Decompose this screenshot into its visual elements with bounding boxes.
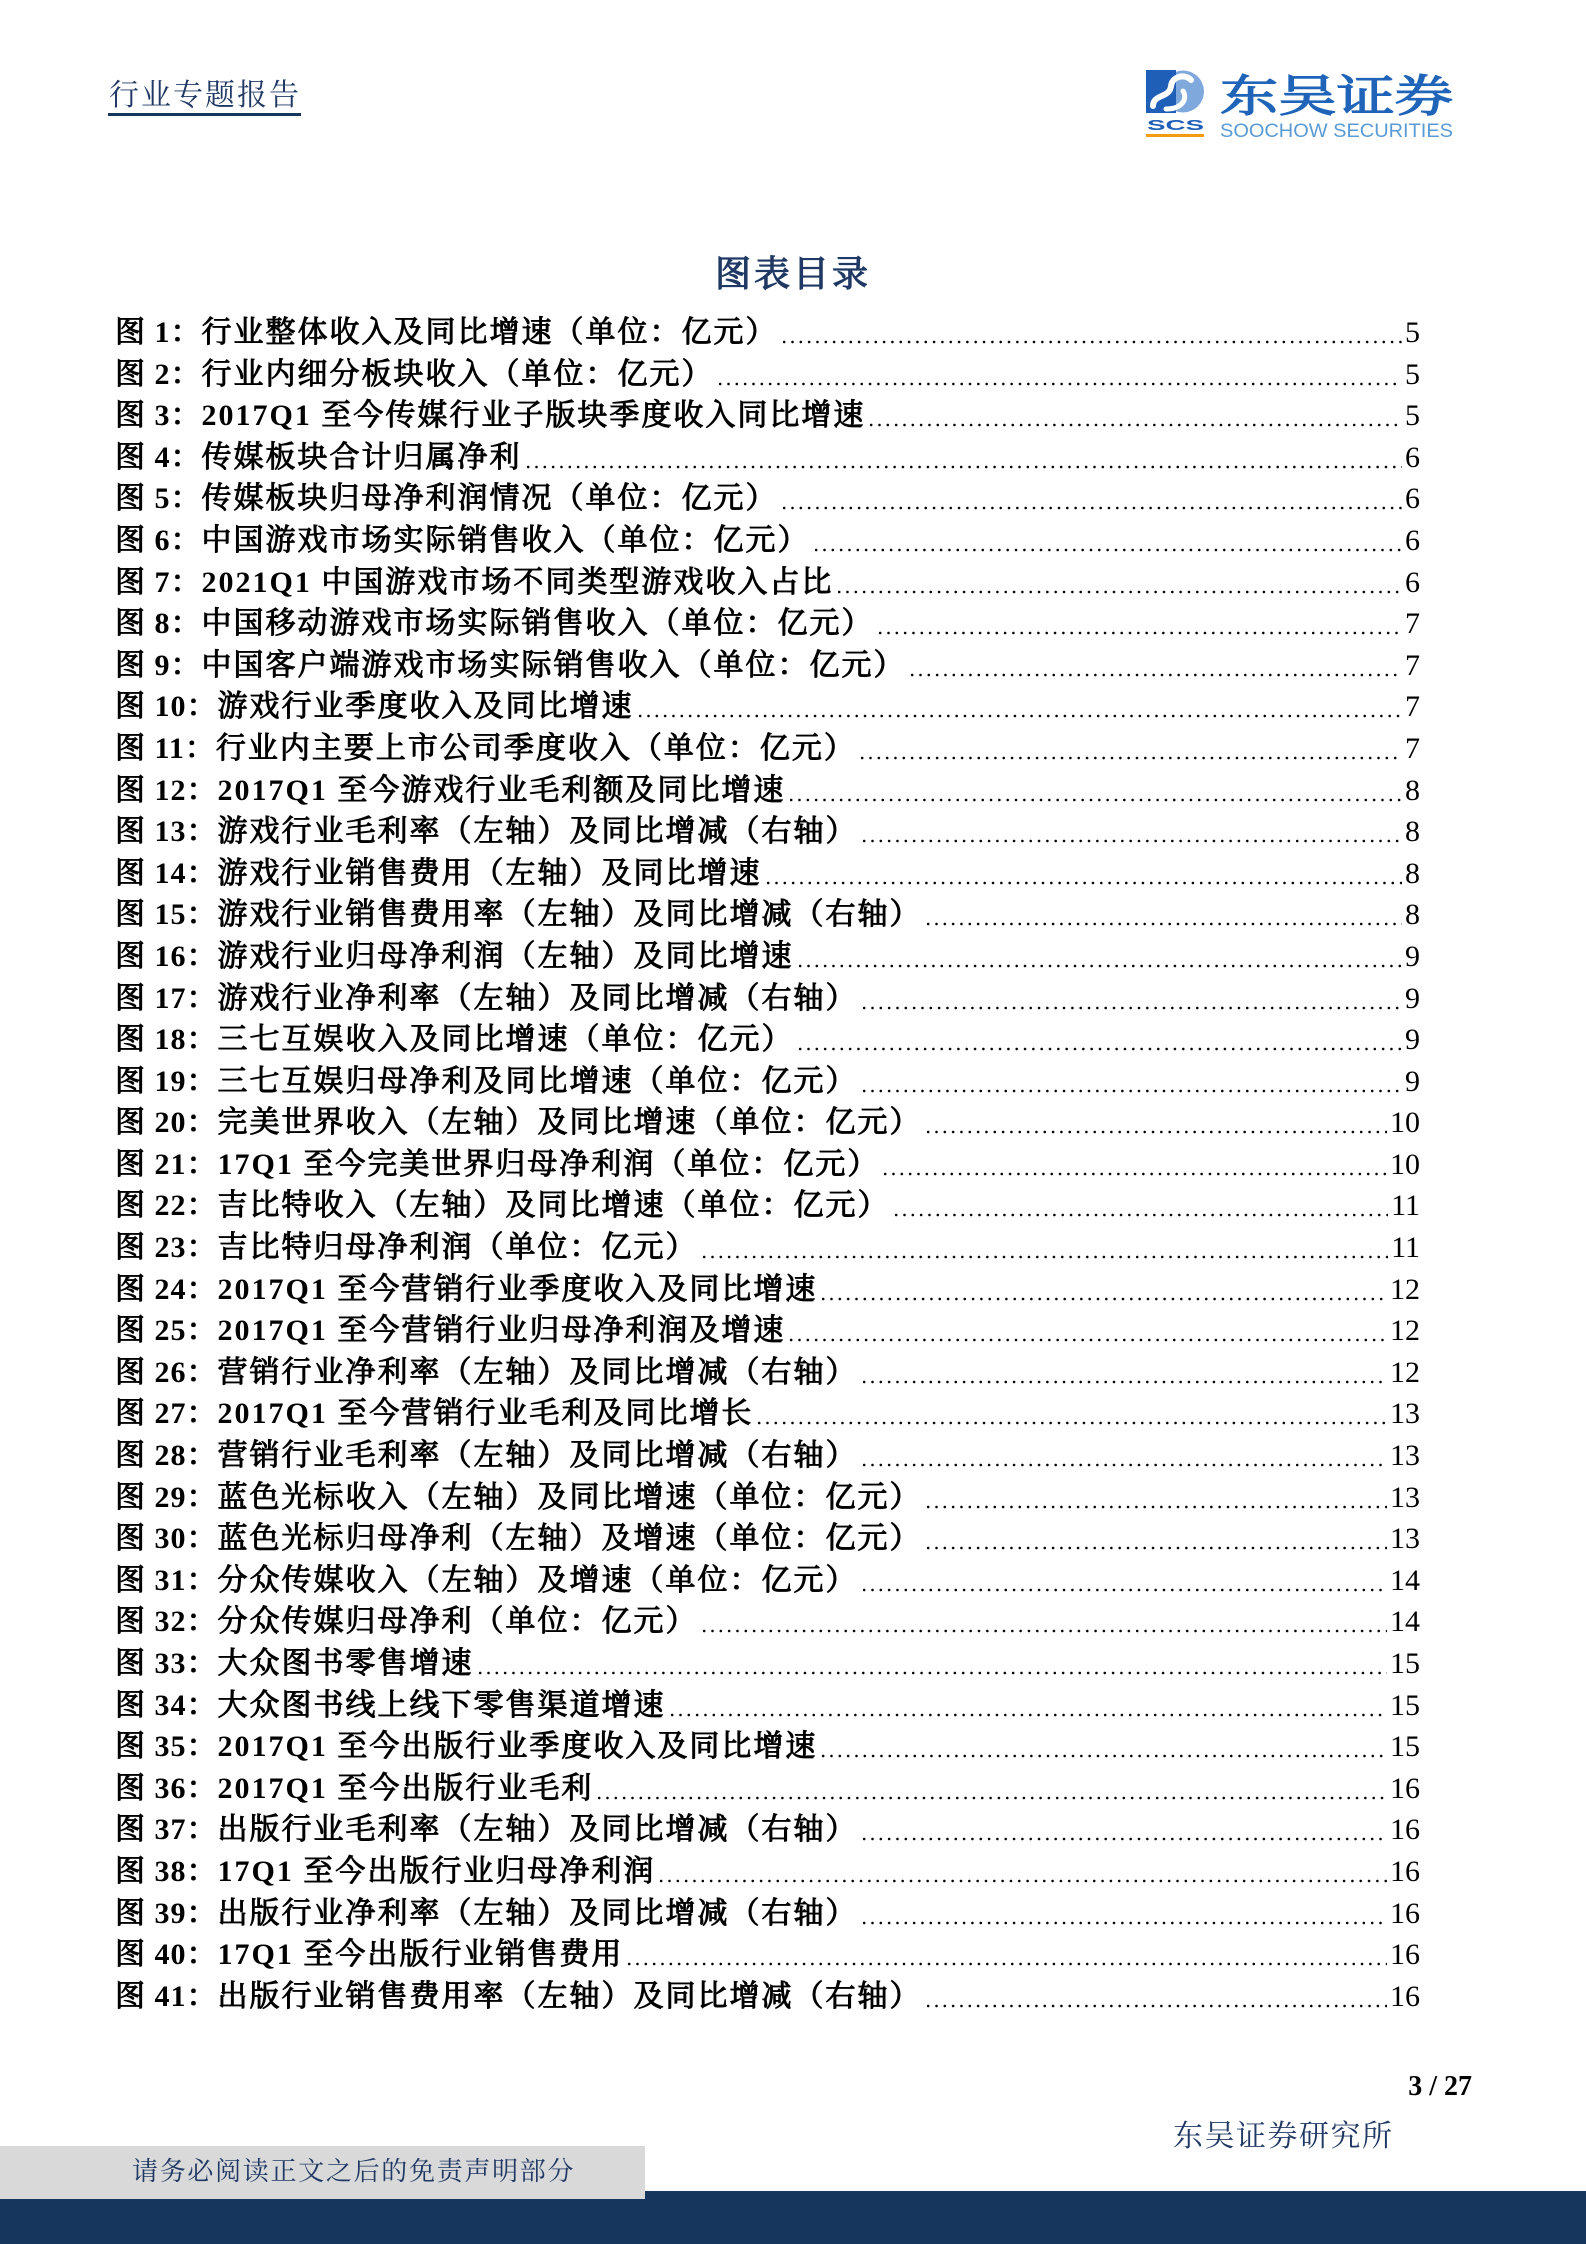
soochow-securities-logo — [1146, 68, 1466, 143]
toc-item-title: 吉比特归母净利润（单位：亿元） — [217, 1231, 698, 1265]
toc-item-title: 行业整体收入及同比增速（单位：亿元） — [201, 316, 778, 349]
dot-leader — [860, 1893, 1388, 1935]
dot-leader — [476, 1643, 1388, 1685]
toc-item-page: 16 — [1390, 1979, 1420, 2013]
toc-item-page: 8 — [1405, 856, 1420, 890]
toc-item-label: 图 16： — [115, 939, 218, 973]
toc-item[interactable] — [115, 1726, 1420, 1768]
toc-item-label: 图 39： — [115, 1896, 218, 1930]
toc-item-page: 15 — [1390, 1688, 1420, 1722]
toc-item-label: 图 38： — [115, 1854, 218, 1888]
toc-item-title: 分众传媒归母净利（单位：亿元） — [217, 1605, 698, 1639]
toc-title: 图表目录 — [714, 253, 871, 295]
dot-leader — [892, 1185, 1389, 1227]
toc-item-label: 图 34： — [115, 1688, 218, 1722]
toc-item-label: 图 14： — [115, 856, 218, 890]
toc-item[interactable] — [115, 1685, 1420, 1727]
toc-item[interactable] — [115, 1269, 1420, 1311]
toc-item-label: 图 36： — [115, 1771, 218, 1805]
toc-item-label: 图 18： — [115, 1023, 218, 1057]
dot-leader — [876, 603, 1403, 645]
toc-item-page: 12 — [1390, 1355, 1420, 1389]
toc-item[interactable] — [115, 478, 1420, 520]
toc-item-title: 完美世界收入（左轴）及同比增速（单位：亿元） — [217, 1106, 922, 1140]
dot-leader — [787, 770, 1402, 812]
toc-item[interactable] — [115, 1934, 1420, 1976]
toc-item-title: 大众图书线上线下零售渠道增速 — [217, 1688, 666, 1722]
disclaimer-banner — [0, 2146, 645, 2199]
toc-item-page: 12 — [1390, 1272, 1420, 1306]
dot-leader — [787, 1310, 1387, 1352]
dot-leader — [764, 853, 1403, 895]
toc-item-title: 2017Q1 至今游戏行业毛利额及同比增速 — [217, 773, 786, 807]
toc-item-label: 图 10： — [115, 690, 218, 724]
toc-item-page: 6 — [1405, 482, 1420, 516]
toc-item-title: 分众传媒收入（左轴）及增速（单位：亿元） — [217, 1563, 858, 1597]
toc-item-label: 图 25： — [115, 1314, 218, 1348]
toc-item-title: 中国游戏市场实际销售收入（单位：亿元） — [201, 523, 810, 557]
dot-leader — [625, 1934, 1387, 1976]
toc-item-label: 图 15： — [115, 898, 218, 932]
toc-item[interactable] — [115, 1227, 1420, 1269]
toc-item-title: 出版行业净利率（左轴）及同比增减（右轴） — [217, 1896, 858, 1930]
institute-name: 东吴证券研究所 — [1173, 2119, 1394, 2154]
toc-item-title: 游戏行业季度收入及同比增速 — [217, 690, 634, 724]
dot-leader — [924, 1477, 1388, 1519]
toc-item-page: 6 — [1405, 440, 1420, 474]
dot-leader — [924, 894, 1403, 936]
dot-leader — [860, 811, 1403, 853]
toc-item-label: 图 30： — [115, 1522, 218, 1556]
toc-item-label: 图 35： — [115, 1730, 218, 1764]
toc-item[interactable] — [115, 686, 1420, 728]
toc-item-page: 13 — [1390, 1439, 1420, 1473]
toc-item-page: 7 — [1405, 607, 1420, 641]
toc-item-title: 蓝色光标收入（左轴）及同比增速（单位：亿元） — [217, 1480, 922, 1514]
header-underline — [108, 113, 301, 116]
logo-name-en: SOOCHOW SECURITIES — [1220, 121, 1453, 142]
toc-item-label: 图 23： — [115, 1231, 218, 1265]
dot-leader — [700, 1601, 1388, 1643]
dot-leader — [860, 1352, 1388, 1394]
toc-item-label: 图 11： — [115, 731, 216, 765]
toc-item-page: 8 — [1405, 773, 1420, 807]
toc-item-title: 2017Q1 至今传媒行业子版块季度收入同比增速 — [201, 399, 866, 433]
toc-item-title: 行业内细分板块收入（单位：亿元） — [201, 357, 714, 391]
toc-item[interactable] — [115, 645, 1420, 687]
toc-item[interactable] — [115, 894, 1420, 936]
toc-item-label: 图 21： — [115, 1147, 218, 1181]
toc-item[interactable] — [115, 1435, 1420, 1477]
toc-item-label: 图 28： — [115, 1439, 218, 1473]
toc-item[interactable] — [115, 936, 1420, 978]
toc-item-title: 游戏行业归母净利润（左轴）及同比增速 — [217, 939, 794, 973]
toc-item-page: 5 — [1405, 399, 1420, 433]
dot-leader — [812, 520, 1403, 562]
toc-item-page: 9 — [1405, 981, 1420, 1015]
toc-item-title: 17Q1 至今完美世界归母净利润（单位：亿元） — [217, 1147, 880, 1181]
toc-item-page: 8 — [1405, 898, 1420, 932]
toc-item-title: 2017Q1 至今营销行业归母净利润及增速 — [217, 1314, 786, 1348]
toc-item-label: 图 33： — [115, 1647, 218, 1680]
toc-item[interactable] — [115, 562, 1420, 604]
toc-item[interactable] — [115, 1809, 1420, 1851]
toc-item-label: 图 17： — [115, 981, 218, 1015]
toc-item-title: 2017Q1 至今出版行业季度收入及同比增速 — [217, 1730, 818, 1764]
toc-item-label: 图 27： — [115, 1397, 218, 1431]
toc-item-page: 15 — [1390, 1647, 1420, 1680]
toc-item[interactable] — [115, 1144, 1420, 1186]
toc-item-page: 6 — [1405, 523, 1420, 557]
toc-item[interactable] — [115, 1102, 1420, 1144]
toc-item-title: 营销行业净利率（左轴）及同比增减（右轴） — [217, 1355, 858, 1389]
toc-item-label: 图 40： — [115, 1938, 218, 1972]
toc-item-page: 16 — [1390, 1854, 1420, 1888]
toc-item-title: 三七互娱归母净利及同比增速（单位：亿元） — [217, 1064, 858, 1098]
toc-item-title: 游戏行业销售费用（左轴）及同比增速 — [217, 856, 762, 890]
toc-item-label: 图 12： — [115, 773, 218, 807]
toc-item-label: 图 13： — [115, 815, 218, 849]
toc-item-page: 15 — [1390, 1730, 1420, 1764]
toc-item-label: 图 5： — [115, 482, 202, 516]
toc-item-page: 14 — [1390, 1563, 1420, 1597]
toc-item-title: 营销行业毛利率（左轴）及同比增减（右轴） — [217, 1439, 858, 1473]
toc-item-title: 17Q1 至今出版行业归母净利润 — [217, 1854, 656, 1888]
toc-item-page: 12 — [1390, 1314, 1420, 1348]
dot-leader — [860, 978, 1403, 1020]
dot-leader — [924, 1102, 1388, 1144]
toc-item-label: 图 37： — [115, 1813, 218, 1847]
toc-item-label: 图 3： — [115, 399, 202, 433]
dot-leader — [860, 1560, 1388, 1602]
report-type-label: 行业专题报告 — [109, 78, 301, 113]
toc-item[interactable] — [115, 1560, 1420, 1602]
figure-toc-list — [115, 312, 1420, 2017]
disclaimer-text: 请务必阅读正文之后的免责声明部分 — [132, 2157, 576, 2187]
toc-item-label: 图 32： — [115, 1605, 218, 1639]
toc-item[interactable] — [115, 312, 1420, 354]
toc-item[interactable] — [115, 1851, 1420, 1893]
dot-leader — [524, 437, 1403, 479]
toc-item[interactable] — [115, 1019, 1420, 1061]
logo-orange-bar — [1146, 134, 1204, 137]
toc-item-page: 7 — [1405, 731, 1420, 765]
dot-leader — [668, 1685, 1388, 1727]
toc-item[interactable] — [115, 1310, 1420, 1352]
dot-leader — [796, 1019, 1403, 1061]
toc-item[interactable] — [115, 1393, 1420, 1435]
toc-item-title: 中国移动游戏市场实际销售收入（单位：亿元） — [201, 607, 874, 641]
toc-item-title: 游戏行业净利率（左轴）及同比增减（右轴） — [217, 981, 858, 1015]
toc-item-label: 图 31： — [115, 1563, 218, 1597]
toc-item-title: 游戏行业销售费用率（左轴）及同比增减（右轴） — [217, 898, 922, 932]
soochow-logo-icon — [1146, 70, 1204, 113]
dot-leader — [860, 1435, 1388, 1477]
toc-item[interactable] — [115, 1477, 1420, 1519]
toc-item-label: 图 41： — [115, 1979, 218, 2013]
toc-item-label: 图 26： — [115, 1355, 218, 1389]
toc-item-page: 16 — [1390, 1771, 1420, 1805]
toc-item[interactable] — [115, 1893, 1420, 1935]
toc-item-page: 6 — [1405, 565, 1420, 599]
logo-mark-text: SCS — [1147, 117, 1204, 134]
dot-leader — [819, 1726, 1387, 1768]
logo-name-cn: 东吴证券 — [1220, 71, 1453, 122]
toc-item-label: 图 6： — [115, 523, 202, 557]
toc-item-page: 7 — [1405, 648, 1420, 682]
toc-item[interactable] — [115, 770, 1420, 812]
toc-item[interactable] — [115, 1518, 1420, 1560]
toc-item-label: 图 4： — [115, 440, 202, 474]
toc-item-title: 三七互娱收入及同比增速（单位：亿元） — [217, 1023, 794, 1057]
toc-item[interactable] — [115, 1061, 1420, 1103]
toc-item[interactable] — [115, 603, 1420, 645]
dot-leader — [755, 1393, 1387, 1435]
dot-leader — [867, 395, 1402, 437]
toc-item-page: 16 — [1390, 1813, 1420, 1847]
toc-item-title: 17Q1 至今出版行业销售费用 — [217, 1938, 624, 1972]
toc-item-label: 图 9： — [115, 648, 202, 682]
dot-leader — [924, 1518, 1388, 1560]
toc-item-label: 图 8： — [115, 607, 202, 641]
toc-item-page: 10 — [1390, 1106, 1420, 1140]
toc-item[interactable] — [115, 354, 1420, 396]
dot-leader — [819, 1269, 1387, 1311]
dot-leader — [858, 728, 1402, 770]
toc-item-page: 10 — [1390, 1147, 1420, 1181]
toc-item[interactable] — [115, 1601, 1420, 1643]
toc-item[interactable] — [115, 437, 1420, 479]
toc-item-title: 传媒板块归母净利润情况（单位：亿元） — [201, 482, 778, 516]
dot-leader — [657, 1851, 1387, 1893]
dot-leader — [716, 354, 1403, 396]
toc-item-title: 行业内主要上市公司季度收入（单位：亿元） — [215, 731, 856, 765]
toc-item[interactable] — [115, 1976, 1420, 2018]
toc-item-page: 9 — [1405, 939, 1420, 973]
toc-item-title: 传媒板块合计归属净利 — [201, 440, 522, 474]
dot-leader — [700, 1227, 1389, 1269]
toc-item-title: 2017Q1 至今营销行业季度收入及同比增速 — [217, 1272, 818, 1306]
page-indicator: 3 / 27 — [1408, 2071, 1472, 2102]
dot-leader — [636, 686, 1403, 728]
toc-item-page: 13 — [1390, 1397, 1420, 1431]
toc-item-label: 图 19： — [115, 1064, 218, 1098]
toc-item-label: 图 2： — [115, 357, 202, 391]
toc-item-title: 2017Q1 至今营销行业毛利及同比增长 — [217, 1397, 754, 1431]
toc-item[interactable] — [115, 811, 1420, 853]
dot-leader — [595, 1768, 1387, 1810]
toc-item-title: 大众图书零售增速 — [217, 1647, 474, 1680]
toc-item-label: 图 24： — [115, 1272, 218, 1306]
dot-leader — [881, 1144, 1387, 1186]
toc-item-title: 出版行业销售费用率（左轴）及同比增减（右轴） — [217, 1979, 922, 2013]
toc-item-page: 13 — [1390, 1480, 1420, 1514]
toc-item[interactable] — [115, 520, 1420, 562]
toc-item-page: 9 — [1405, 1023, 1420, 1057]
toc-item[interactable] — [115, 728, 1420, 770]
toc-item-title: 2021Q1 中国游戏市场不同类型游戏收入占比 — [201, 565, 834, 599]
dot-leader — [924, 1976, 1388, 2018]
toc-item-page: 5 — [1405, 316, 1420, 349]
toc-item-title: 蓝色光标归母净利（左轴）及增速（单位：亿元） — [217, 1522, 922, 1556]
toc-item[interactable] — [115, 1768, 1420, 1810]
toc-item-label: 图 29： — [115, 1480, 218, 1514]
toc-item-label: 图 1： — [115, 316, 202, 349]
toc-item-title: 中国客户端游戏市场实际销售收入（单位：亿元） — [201, 648, 906, 682]
toc-item-page: 11 — [1391, 1189, 1420, 1223]
toc-item-title: 出版行业毛利率（左轴）及同比增减（右轴） — [217, 1813, 858, 1847]
dot-leader — [835, 562, 1402, 604]
toc-item-label: 图 22： — [115, 1189, 218, 1223]
dot-leader — [908, 645, 1403, 687]
toc-item-page: 7 — [1405, 690, 1420, 724]
toc-item[interactable] — [115, 395, 1420, 437]
toc-item-page: 14 — [1390, 1605, 1420, 1639]
toc-item-title: 吉比特收入（左轴）及同比增速（单位：亿元） — [217, 1189, 890, 1223]
toc-item-label: 图 7： — [115, 565, 202, 599]
toc-item[interactable] — [115, 1185, 1420, 1227]
toc-item-page: 16 — [1390, 1938, 1420, 1972]
toc-item-page: 5 — [1405, 357, 1420, 391]
dot-leader — [780, 312, 1403, 354]
toc-item-title: 游戏行业毛利率（左轴）及同比增减（右轴） — [217, 815, 858, 849]
toc-item[interactable] — [115, 853, 1420, 895]
dot-leader — [860, 1061, 1403, 1103]
toc-item-label: 图 20： — [115, 1106, 218, 1140]
toc-item[interactable] — [115, 978, 1420, 1020]
toc-item-page: 8 — [1405, 815, 1420, 849]
toc-item-title: 2017Q1 至今出版行业毛利 — [217, 1771, 594, 1805]
toc-item-page: 9 — [1405, 1064, 1420, 1098]
dot-leader — [780, 478, 1403, 520]
toc-item-page: 16 — [1390, 1896, 1420, 1930]
dot-leader — [796, 936, 1403, 978]
toc-item[interactable] — [115, 1352, 1420, 1394]
toc-item-page: 13 — [1390, 1522, 1420, 1556]
toc-item[interactable] — [115, 1643, 1420, 1685]
toc-item-page: 11 — [1391, 1231, 1420, 1265]
dot-leader — [860, 1809, 1388, 1851]
